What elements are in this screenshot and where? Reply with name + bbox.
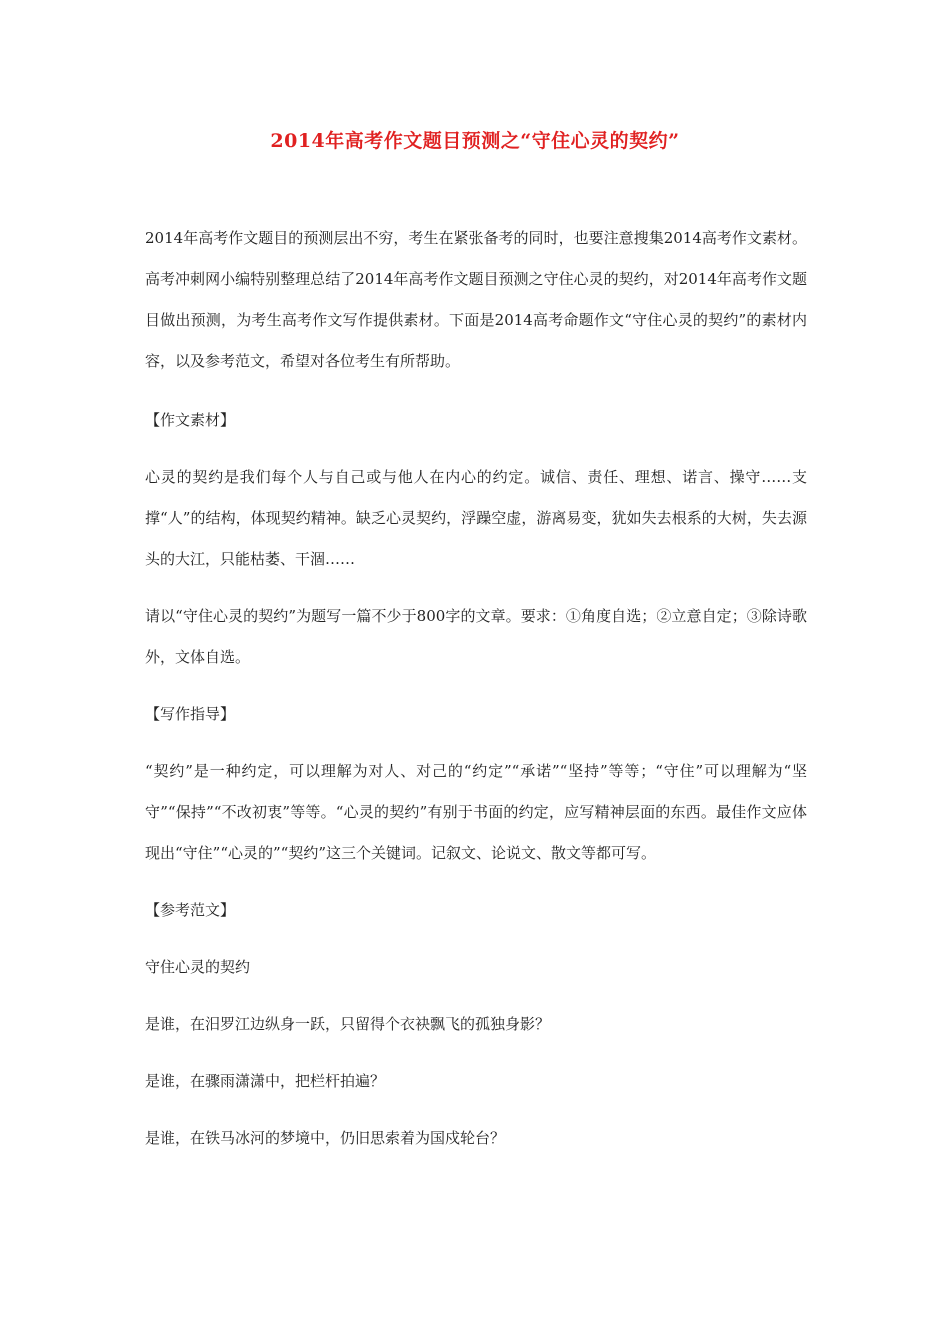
sample-line: 是谁，在汨罗江边纵身一跃，只留得个衣袂飘飞的孤独身影？ bbox=[145, 1015, 551, 1033]
sample-essay-title: 守住心灵的契约 bbox=[145, 958, 251, 976]
document-title: 2014年高考作文题目预测之“守住心灵的契约” bbox=[270, 130, 680, 152]
intro-paragraph: 2014年高考作文题目的预测层出不穷，考生在紧张备考的同时，也要注意搜集2014高考作文素材。高考冲刺网小编特别整理总结了2014年高考作文题目预测之守住心灵的契约，对2014年高考作文题目做出预测，为考生高考作文写作提供素材。下面是2014高考命题作文“守住心灵的契约”的素材内容，以及参考范文，希望对各位考生有所帮助。 bbox=[145, 229, 807, 370]
section-heading-guide: 【写作指导】 bbox=[145, 705, 236, 723]
section-heading-sample: 【参考范文】 bbox=[145, 901, 236, 919]
document-body bbox=[145, 218, 807, 1159]
material-paragraph: 心灵的契约是我们每个人与自己或与他人在内心的约定。诚信、责任、理想、诺言、操守……支撑“人”的结构，体现契约精神。缺乏心灵契约，浮躁空虚，游离易变，犹如失去根系的大树，失去源头的大江，只能枯萎、干涸…… bbox=[145, 468, 807, 568]
task-paragraph: 请以“守住心灵的契约”为题写一篇不少于800字的文章。要求：①角度自选；②立意自定；③除诗歌外，文体自选。 bbox=[145, 607, 807, 666]
sample-line: 是谁，在铁马冰河的梦境中，仍旧思索着为国戍轮台？ bbox=[145, 1129, 506, 1147]
guide-paragraph: “契约”是一种约定，可以理解为对人、对己的“约定”“承诺”“坚持”等等；“守住”可以理解为“坚守”“保持”“不改初衷”等等。“心灵的契约”有别于书面的约定，应写精神层面的东西。最佳作文应体现出“守住”“心灵的”“契约”这三个关键词。记叙文、论说文、散文等都可写。 bbox=[145, 762, 807, 862]
section-heading-material: 【作文素材】 bbox=[145, 411, 236, 429]
sample-line: 是谁，在骤雨潇潇中，把栏杆拍遍？ bbox=[145, 1072, 386, 1090]
